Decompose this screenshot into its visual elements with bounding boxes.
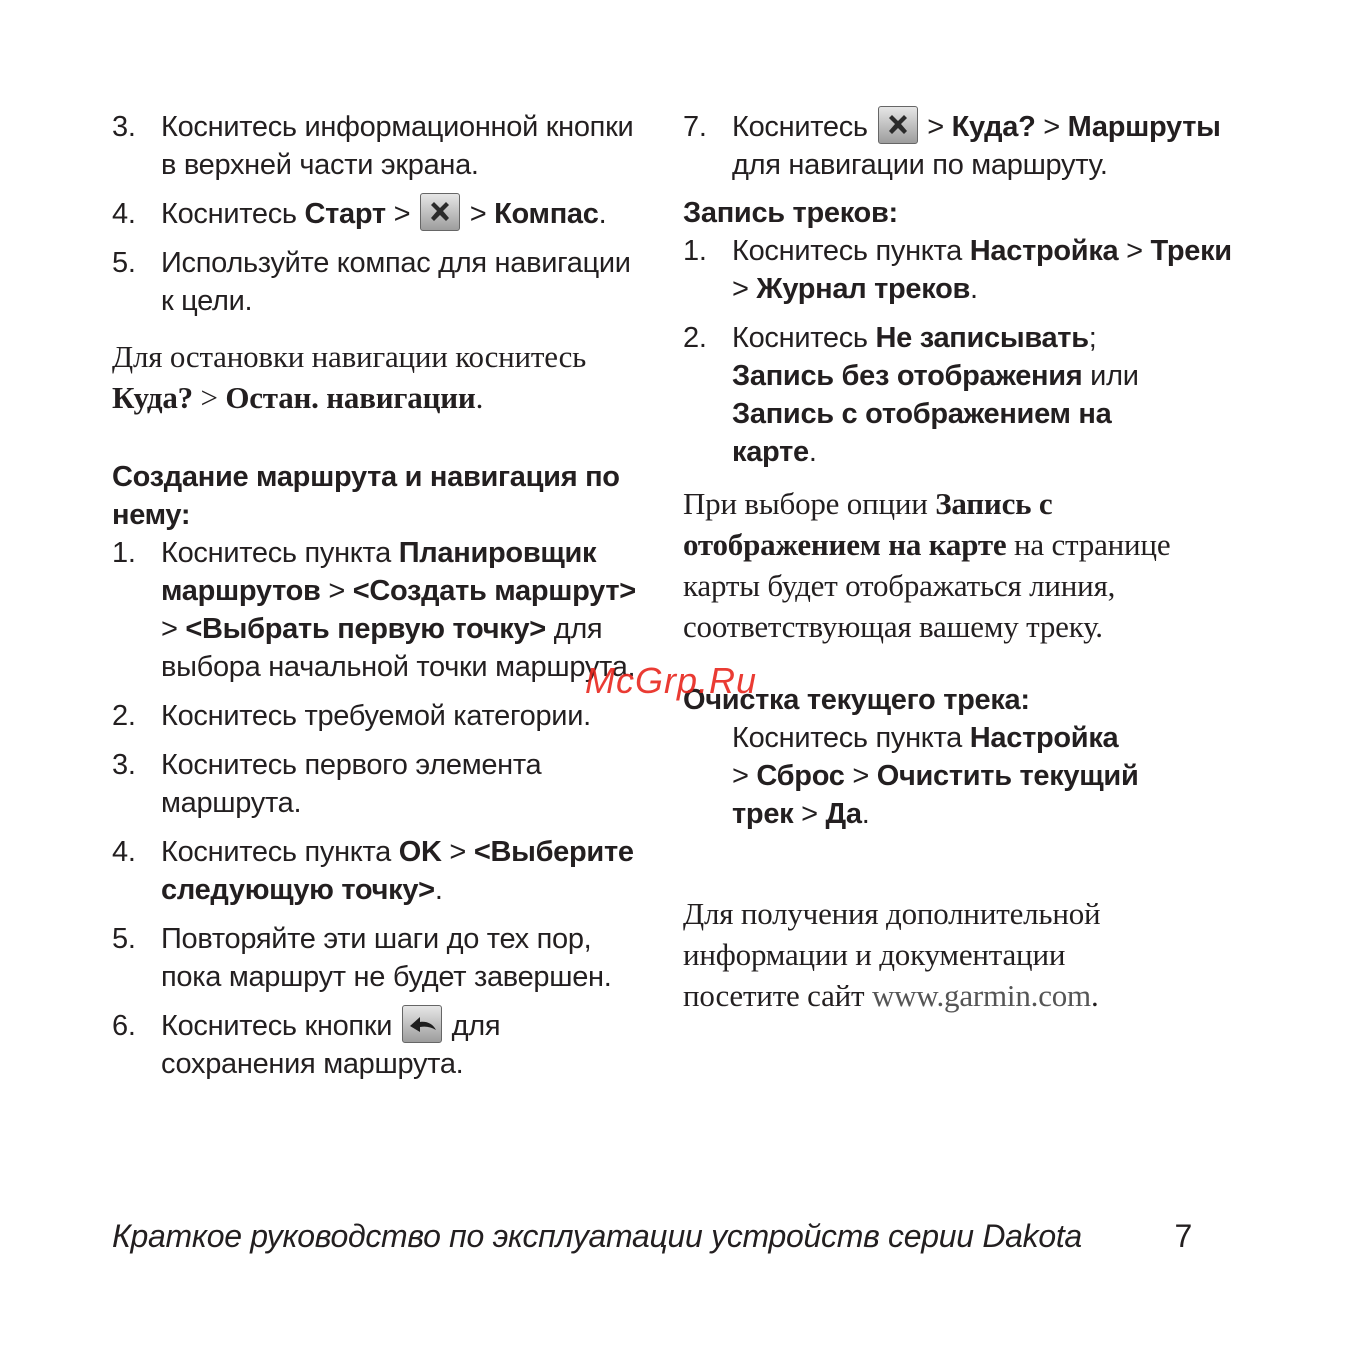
list-item (112, 833, 642, 909)
separator: > (461, 198, 495, 230)
close-button-image (878, 106, 918, 144)
menu-term: <Создать маршрут> (352, 575, 636, 607)
section-heading: Создание маршрута и навигация по нему: (112, 461, 620, 531)
list-item (112, 1007, 642, 1083)
separator: > (385, 198, 418, 230)
item-number: 2. (683, 322, 707, 354)
list-item (683, 232, 1243, 308)
item-number: 6. (112, 1010, 136, 1042)
list-item (683, 319, 1192, 471)
item-text: Коснитесь пункта (161, 836, 399, 868)
menu-term: Сброс (756, 760, 845, 792)
menu-term: Настройка (969, 235, 1119, 267)
item-text: или (1082, 360, 1139, 392)
separator: > (441, 836, 474, 868)
footer-title: Краткое руководство по эксплуатации устройств серии Dakota (112, 1218, 1082, 1254)
menu-term: Запись без отображения (732, 360, 1083, 392)
item-text: . (598, 198, 607, 230)
item-number: 4. (112, 836, 136, 868)
menu-term: Маршруты (1067, 111, 1221, 143)
item-text: для сохранения маршрута. (161, 1010, 501, 1080)
list-item (112, 108, 642, 184)
item-number: 5. (112, 247, 136, 279)
paragraph-text: . (1090, 978, 1099, 1013)
item-text: Коснитесь пункта (732, 722, 970, 754)
right-column (683, 108, 1243, 1016)
separator: > (1118, 235, 1151, 267)
item-number: 7. (683, 111, 707, 143)
more-info-paragraph (683, 893, 1133, 1016)
menu-term: Да (825, 798, 862, 830)
list-item (112, 534, 642, 686)
track-note-paragraph (683, 483, 1173, 647)
menu-term: Куда? (112, 380, 193, 415)
item-text: Коснитесь пункта (732, 235, 970, 267)
item-text: Коснитесь (732, 322, 876, 354)
menu-term: Журнал треков (756, 273, 971, 305)
website-link[interactable]: www.garmin.com (871, 978, 1091, 1013)
menu-term: <Выбрать первую точку> (185, 613, 546, 645)
list-item (112, 697, 642, 735)
item-number: 2. (112, 700, 136, 732)
separator: > (192, 380, 226, 415)
menu-term: Старт (304, 198, 386, 230)
back-arrow-icon (407, 1009, 439, 1039)
list-item (112, 746, 642, 822)
item-text: Коснитесь пункта (161, 537, 399, 569)
menu-term: Запись с отображением на карте (683, 486, 1053, 562)
item-number: 3. (112, 111, 136, 143)
separator: > (320, 575, 353, 607)
separator: > (732, 273, 757, 305)
item-text: Коснитесь требуемой категории. (161, 700, 591, 732)
item-text: Коснитесь (161, 198, 305, 230)
item-text: Коснитесь информационной кнопки в верхней части экрана. (161, 111, 634, 181)
paragraph-text: . (475, 380, 484, 415)
item-text: для навигации по маршруту. (732, 149, 1108, 181)
list-item (683, 108, 1243, 184)
menu-term: Не записывать (875, 322, 1089, 354)
page-footer (112, 1216, 1192, 1256)
paragraph-text: Для получения дополнительной информации и документации посетите сайт (683, 896, 1101, 1013)
menu-term: Компас (494, 198, 599, 230)
item-text: . (434, 874, 443, 906)
section-heading: Очистка текущего трека: (683, 684, 1030, 716)
separator: > (919, 111, 952, 143)
separator: > (793, 798, 826, 830)
item-number: 4. (112, 198, 136, 230)
paragraph-text: на странице карты будет отображаться линия, соответствующая вашему треку. (683, 527, 1171, 644)
item-text: Коснитесь (732, 111, 876, 143)
separator: ; (1088, 322, 1097, 354)
list-item (683, 719, 1142, 833)
item-number: 1. (112, 537, 136, 569)
item-text: . (808, 436, 817, 468)
list-item (112, 195, 642, 233)
item-text: для выбора начальной точки маршрута. (161, 613, 636, 683)
separator: > (732, 760, 757, 792)
item-text: Повторяйте эти шаги до тех пор, пока маршрут не будет завершен. (161, 923, 612, 993)
left-column (112, 108, 642, 1094)
close-x-icon (425, 197, 455, 227)
menu-term: Треки (1150, 235, 1232, 267)
stop-navigation-paragraph (112, 336, 612, 418)
close-x-icon (883, 110, 913, 140)
menu-term: OK (398, 836, 442, 868)
menu-term: <Выберите следующую точку> (161, 836, 634, 906)
paragraph-text: При выборе опции (683, 486, 936, 521)
section-heading: Запись треков: (683, 197, 898, 229)
paragraph-text: Для остановки навигации коснитесь (112, 339, 587, 374)
item-number: 3. (112, 749, 136, 781)
item-text: . (861, 798, 870, 830)
menu-term: Очистить текущий трек (732, 760, 1139, 830)
item-text: Коснитесь первого элемента маршрута. (161, 749, 542, 819)
menu-term: Куда? (951, 111, 1036, 143)
separator: > (844, 760, 877, 792)
save-button-image (402, 1005, 442, 1043)
item-text: Используйте компас для навигации к цели. (161, 247, 631, 317)
separator: > (1035, 111, 1068, 143)
item-number: 5. (112, 923, 136, 955)
menu-term: Запись с отображением на карте (732, 398, 1112, 468)
item-number: 1. (683, 235, 707, 267)
page-number: 7 (1174, 1218, 1192, 1254)
item-text: Коснитесь кнопки (161, 1010, 400, 1042)
item-text: . (970, 273, 978, 305)
list-item (112, 920, 642, 996)
menu-term: Настройка (969, 722, 1119, 754)
watermark: McGrp.Ru (585, 660, 758, 701)
list-item (112, 244, 642, 320)
menu-term: Планировщик маршрутов (161, 537, 597, 607)
close-button-image (420, 193, 460, 231)
separator: > (161, 613, 186, 645)
menu-term: Остан. навигации (225, 380, 476, 415)
